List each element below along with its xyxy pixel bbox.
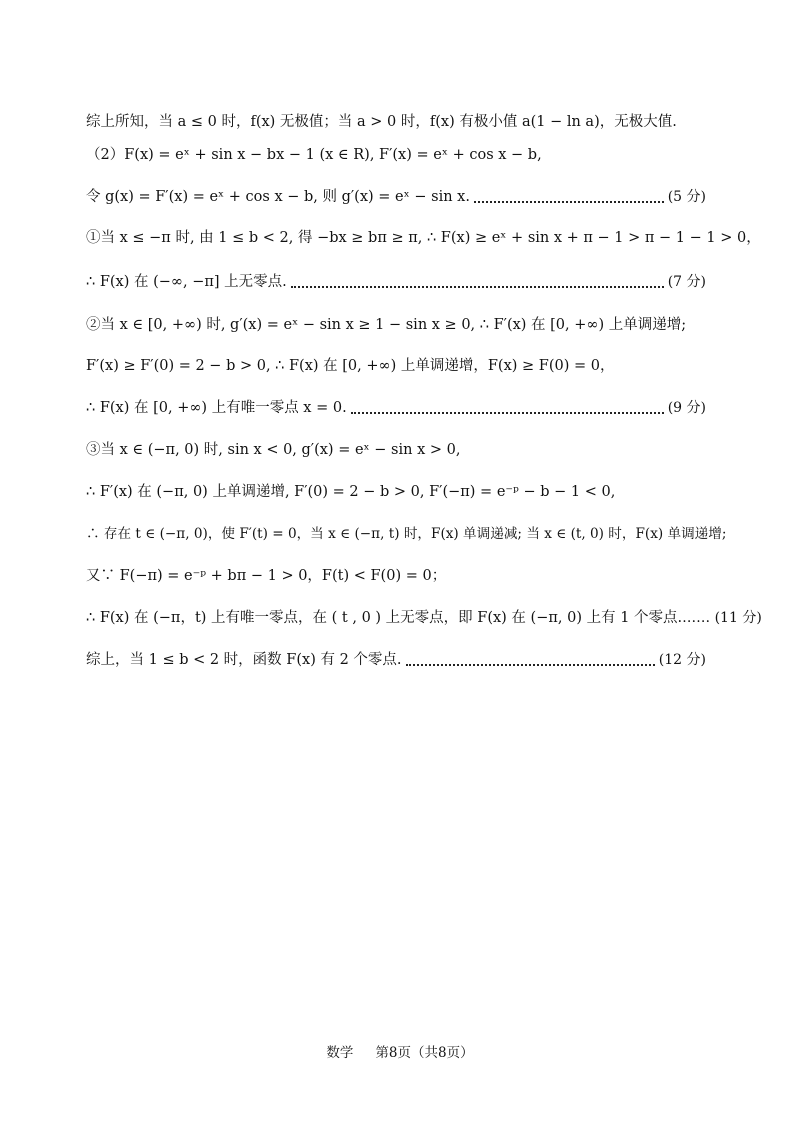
dot-leader (291, 272, 664, 288)
solution-line-14 (86, 650, 706, 670)
solution-line-4 (86, 228, 761, 248)
score-label: …… (11 分) (682, 610, 762, 626)
page-footer (0, 1044, 800, 1062)
line-text: ②当 x ∈ [0, +∞) 时, g′(x) = eˣ − sin x ≥ 1 − sin x ≥ 0, ∴ F′(x) 在 [0, +∞) 上单调递增; (86, 317, 687, 333)
score-label: (9 分) (667, 400, 706, 416)
line-text: ∴ 存在 t ∈ (−π, 0)，使 F′(t) = 0，当 x ∈ (−π, t) 时，F(x) 单调递减; 当 x ∈ (t, 0) 时，F(x) 单调递增; (86, 526, 727, 542)
line-text: 综上所知，当 a ≤ 0 时，f(x) 无极值；当 a > 0 时，f(x) 有极小值 a(1 − ln a)，无极大值. (86, 114, 677, 130)
solution-line-11 (86, 524, 727, 544)
line-text: F′(x) ≥ F′(0) = 2 − b > 0, ∴ F(x) 在 [0, +∞) 上单调递增，F(x) ≥ F(0) = 0， (86, 358, 615, 374)
line-text: ①当 x ≤ −π 时, 由 1 ≤ b < 2, 得 −bx ≥ bπ ≥ π, ∴ F(x) ≥ eˣ + sin x + π − 1 > π − 1 − 1 > 0， (86, 230, 761, 246)
solution-line-7 (86, 356, 706, 376)
line-text: ∴ F(x) 在 (−π，t) 上有唯一零点，在 ( t , 0 ) 上无零点，即 F(x) 在 (−π, 0) 上有 1 个零点. (86, 610, 683, 626)
dot-leader (406, 650, 655, 666)
line-text: 令 g(x) = F′(x) = eˣ + cos x − b, 则 g′(x) = eˣ − sin x. (86, 189, 470, 205)
solution-line-1 (86, 112, 706, 132)
solution-line-10 (86, 482, 706, 502)
line-text: 综上，当 1 ≤ b < 2 时，函数 F(x) 有 2 个零点. (86, 652, 402, 668)
solution-line-2 (86, 145, 706, 165)
line-text: （2）F(x) = eˣ + sin x − bx − 1 (x ∈ R), F′(x) = eˣ + cos x − b, (86, 147, 542, 163)
solution-line-5 (86, 272, 706, 292)
solution-line-8 (86, 398, 706, 418)
line-text: ∴ F′(x) 在 (−π, 0) 上单调递增, F′(0) = 2 − b > 0, F′(−π) = e⁻ᵖ − b − 1 < 0, (86, 484, 616, 500)
dot-leader (351, 398, 664, 414)
solution-line-12 (86, 566, 706, 586)
score-label: (12 分) (658, 652, 706, 668)
score-label: (7 分) (667, 274, 706, 290)
line-text: ③当 x ∈ (−π, 0) 时, sin x < 0, g′(x) = eˣ − sin x > 0, (86, 442, 461, 458)
line-text: ∴ F(x) 在 (−∞, −π] 上无零点. (86, 274, 287, 290)
solution-line-13 (86, 608, 762, 628)
line-text: ∴ F(x) 在 [0, +∞) 上有唯一零点 x = 0. (86, 400, 347, 416)
footer-subject: 数学 (326, 1045, 354, 1061)
solution-line-3 (86, 187, 706, 207)
line-text: 又∵ F(−π) = e⁻ᵖ + bπ − 1 > 0，F(t) < F(0) = 0； (86, 568, 447, 584)
solution-line-9 (86, 440, 706, 460)
dot-leader (474, 187, 664, 203)
footer-page-number: 第8页（共8页） (375, 1045, 474, 1061)
solution-line-6 (86, 315, 706, 335)
score-label: (5 分) (667, 189, 706, 205)
